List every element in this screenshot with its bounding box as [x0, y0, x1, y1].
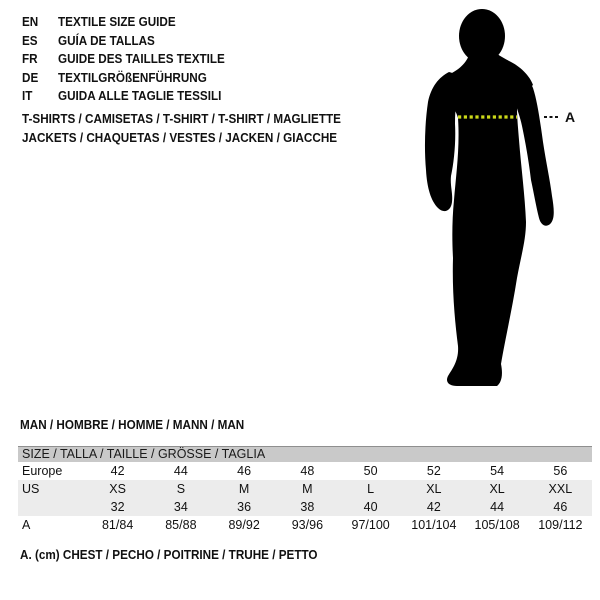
size-cell: 109/112	[538, 518, 583, 532]
size-guide-figure	[400, 0, 600, 400]
language-title: GUIDE DES TAILLES TEXTILE	[58, 51, 225, 66]
size-cell: 46	[237, 464, 252, 478]
language-title: TEXTILE SIZE GUIDE	[58, 14, 176, 29]
language-code: IT	[22, 88, 33, 103]
size-cell: L	[367, 482, 375, 496]
size-cell: 44	[490, 500, 505, 514]
row-label	[18, 498, 86, 516]
language-code: EN	[22, 14, 39, 29]
language-row	[22, 32, 225, 51]
language-row	[22, 50, 225, 69]
language-row	[22, 69, 225, 88]
size-cell: 81/84	[101, 518, 134, 532]
language-list	[22, 13, 225, 106]
language-code: DE	[22, 69, 39, 85]
size-cell: 50	[363, 464, 378, 478]
size-cell: XL	[426, 482, 442, 496]
size-cell: 46	[553, 500, 568, 514]
man-silhouette	[425, 9, 554, 386]
size-cell: 40	[363, 500, 378, 514]
category-lines	[22, 110, 341, 147]
size-cell: 36	[237, 500, 252, 514]
size-cell: 42	[110, 464, 125, 478]
size-cell: 85/88	[165, 518, 197, 532]
size-cell: 52	[426, 464, 441, 478]
size-cell: 93/96	[291, 518, 324, 532]
size-cell: 42	[426, 500, 441, 514]
size-cell: M	[238, 482, 250, 496]
size-cell: XXL	[548, 482, 573, 496]
language-title: GUÍA DE TALLAS	[58, 32, 155, 48]
size-cell: XL	[489, 482, 505, 496]
section-title: MAN / HOMBRE / HOMME / MANN / MAN	[20, 417, 245, 432]
row-label: Europe	[22, 464, 63, 478]
size-cell: 56	[553, 464, 568, 478]
table-row	[18, 498, 592, 516]
category-line-jackets: JACKETS / CHAQUETAS / VESTES / JACKEN / GIACCHE	[22, 129, 338, 145]
size-cell: 97/100	[351, 518, 390, 532]
language-title: TEXTILGRÖßENFÜHRUNG	[58, 69, 207, 85]
size-cell: XS	[109, 482, 126, 496]
language-code: FR	[22, 51, 38, 66]
measure-footnote: A. (cm) CHEST / PECHO / POITRINE / TRUHE / PETTO	[20, 547, 318, 562]
language-code: ES	[22, 32, 38, 48]
size-cell: 54	[490, 464, 505, 478]
size-table-header: SIZE / TALLA / TAILLE / GRÖSSE / TAGLIA	[18, 446, 592, 462]
row-label: A	[22, 518, 31, 532]
table-row	[18, 462, 592, 480]
row-label: US	[22, 482, 40, 496]
size-cell: S	[176, 482, 186, 496]
category-line-tshirts: T-SHIRTS / CAMISETAS / T-SHIRT / T-SHIRT / MAGLIETTE	[22, 111, 341, 126]
size-cell: 44	[173, 464, 188, 478]
size-cell: 101/104	[411, 518, 457, 532]
language-title: GUIDA ALLE TAGLIE TESSILI	[58, 88, 222, 103]
size-cell: 34	[173, 500, 188, 514]
size-cell: 89/92	[228, 518, 260, 532]
measure-label-a: A	[565, 109, 576, 125]
size-cell: 38	[300, 500, 315, 514]
size-table	[18, 446, 592, 534]
size-cell: 48	[300, 464, 315, 478]
table-row	[18, 516, 592, 534]
size-cell: M	[302, 482, 313, 496]
size-cell: 105/108	[474, 518, 520, 532]
language-row	[22, 13, 225, 32]
table-row	[18, 480, 592, 498]
language-row	[22, 87, 225, 106]
size-table-body	[18, 462, 592, 534]
size-cell: 32	[110, 500, 125, 514]
